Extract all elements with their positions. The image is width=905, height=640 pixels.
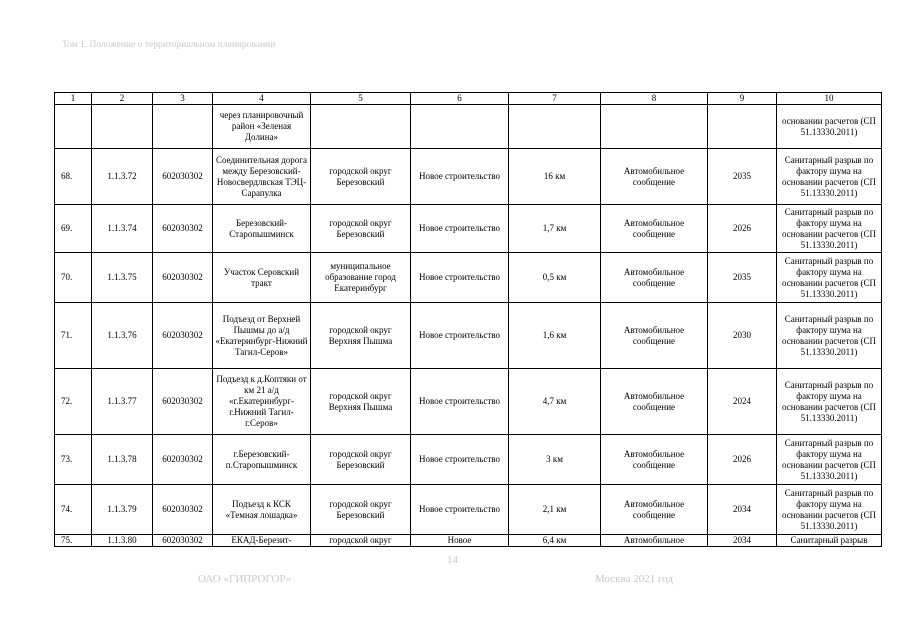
footer-organization: ОАО «ГИПРОГОР» [198, 573, 292, 585]
column-header: 4 [213, 93, 311, 105]
table-cell [153, 105, 213, 149]
table-cell: Автомобильное сообщение [601, 149, 708, 205]
table-cell: Санитарный разрыв по фактору шума на основании расчетов (СП 51.13330.2011) [777, 149, 882, 205]
table-cell: 602030302 [153, 149, 213, 205]
column-header: 6 [411, 93, 509, 105]
table-cell: 2024 [708, 369, 777, 435]
column-header: 10 [777, 93, 882, 105]
table-cell: 602030302 [153, 535, 213, 547]
table-cell: 1.1.3.80 [92, 535, 153, 547]
table-cell: городской округ Березовский [311, 149, 411, 205]
table-cell: Автомобильное сообщение [601, 253, 708, 303]
column-header: 7 [509, 93, 601, 105]
table-cell: Автомобильное сообщение [601, 205, 708, 253]
table-cell: 2,1 км [509, 485, 601, 535]
table-cell: 2035 [708, 253, 777, 303]
table-cell: 602030302 [153, 253, 213, 303]
document-header: Том 1. Положение о территориальном планировании [62, 40, 276, 50]
table-cell: Автомобильное [601, 535, 708, 547]
table-cell: Новое строительство [411, 205, 509, 253]
table-cell: городской округ Березовский [311, 485, 411, 535]
table-cell: 0,5 км [509, 253, 601, 303]
table-cell: Санитарный разрыв по фактору шума на основании расчетов (СП 51.13330.2011) [777, 303, 882, 369]
table-cell [411, 105, 509, 149]
table-cell: Санитарный разрыв по фактору шума на основании расчетов (СП 51.13330.2011) [777, 485, 882, 535]
table-cell: г.Березовский-п.Старопышминск [213, 435, 311, 485]
table-cell: 70. [55, 253, 92, 303]
table-cell: 2034 [708, 485, 777, 535]
table-header-row [55, 93, 882, 105]
table-cell [509, 105, 601, 149]
table-cell: городской округ Березовский [311, 205, 411, 253]
table-row [55, 105, 882, 149]
table-cell [92, 105, 153, 149]
table-cell: 75. [55, 535, 92, 547]
table-cell: 1,6 км [509, 303, 601, 369]
table-cell: Березовский-Старопышминск [213, 205, 311, 253]
table-cell: Санитарный разрыв по фактору шума на основании расчетов (СП 51.13330.2011) [777, 435, 882, 485]
table-cell: городской округ Березовский [311, 435, 411, 485]
column-header: 1 [55, 93, 92, 105]
column-header: 9 [708, 93, 777, 105]
table-cell: Новое [411, 535, 509, 547]
table-cell: 74. [55, 485, 92, 535]
table-cell: муниципальное образование город Екатеринбург [311, 253, 411, 303]
table-cell: 16 км [509, 149, 601, 205]
table-cell: 2030 [708, 303, 777, 369]
data-table [54, 92, 882, 547]
table-cell: 1.1.3.77 [92, 369, 153, 435]
table-cell: Новое строительство [411, 485, 509, 535]
table-cell: 73. [55, 435, 92, 485]
column-header: 3 [153, 93, 213, 105]
table-cell: Новое строительство [411, 253, 509, 303]
table-row [55, 535, 882, 547]
column-header: 8 [601, 93, 708, 105]
table-cell: 1.1.3.74 [92, 205, 153, 253]
table-cell: Подъезд к д.Коптяки от км 21 а/д «г.Екатеринбург-г.Нижний Тагил-г.Серов» [213, 369, 311, 435]
table-cell: 602030302 [153, 205, 213, 253]
table-cell: Автомобильное сообщение [601, 435, 708, 485]
table-cell: Участок Серовский тракт [213, 253, 311, 303]
column-header: 5 [311, 93, 411, 105]
table-cell: Подъезд от Верхней Пышмы до а/д «Екатеринбург-Нижний Тагил-Серов» [213, 303, 311, 369]
table-cell: основании расчетов (СП 51.13330.2011) [777, 105, 882, 149]
table-cell: 602030302 [153, 303, 213, 369]
table-cell: 1.1.3.78 [92, 435, 153, 485]
table-cell: Подъезд к КСК «Темная лошадка» [213, 485, 311, 535]
table-cell: 2026 [708, 205, 777, 253]
table-cell: Санитарный разрыв по фактору шума на основании расчетов (СП 51.13330.2011) [777, 369, 882, 435]
table-cell: Соединительная дорога между Березовский-Новосвердлвская ТЭЦ-Сарапулка [213, 149, 311, 205]
table-row [55, 253, 882, 303]
table-row [55, 149, 882, 205]
table-cell: через планировочный район «Зеленая Долина» [213, 105, 311, 149]
table-cell: 2035 [708, 149, 777, 205]
table-row [55, 369, 882, 435]
table-cell: Санитарный разрыв по фактору шума на основании расчетов (СП 51.13330.2011) [777, 253, 882, 303]
table-row [55, 435, 882, 485]
table-cell: 602030302 [153, 435, 213, 485]
table-cell: 72. [55, 369, 92, 435]
table-cell: Новое строительство [411, 303, 509, 369]
table-cell: 6,4 км [509, 535, 601, 547]
table-cell: 4,7 км [509, 369, 601, 435]
table-cell: Автомобильное сообщение [601, 369, 708, 435]
table-cell: 1.1.3.76 [92, 303, 153, 369]
table-cell: Автомобильное сообщение [601, 303, 708, 369]
table-row [55, 205, 882, 253]
table-cell: 71. [55, 303, 92, 369]
table-cell: Санитарный разрыв по фактору шума на основании расчетов (СП 51.13330.2011) [777, 205, 882, 253]
table-cell: 1.1.3.72 [92, 149, 153, 205]
table-cell [55, 105, 92, 149]
table-cell: 1,7 км [509, 205, 601, 253]
page-number: 14 [447, 554, 458, 566]
table-cell [311, 105, 411, 149]
column-header: 2 [92, 93, 153, 105]
table-cell: 2026 [708, 435, 777, 485]
table-cell [708, 105, 777, 149]
table-cell: Новое строительство [411, 149, 509, 205]
table-cell: Новое строительство [411, 435, 509, 485]
table-cell [601, 105, 708, 149]
table-cell: 69. [55, 205, 92, 253]
table-cell: 602030302 [153, 485, 213, 535]
table-cell: ЕКАД-Березит- [213, 535, 311, 547]
table-cell: 2034 [708, 535, 777, 547]
table-cell: городской округ [311, 535, 411, 547]
table-cell: городской округ Верхняя Пышма [311, 369, 411, 435]
table-cell: 68. [55, 149, 92, 205]
table-row [55, 485, 882, 535]
table-row [55, 303, 882, 369]
table-cell: 3 км [509, 435, 601, 485]
table-cell: Санитарный разрыв [777, 535, 882, 547]
table-cell: Автомобильное сообщение [601, 485, 708, 535]
table-cell: городской округ Верхняя Пышма [311, 303, 411, 369]
footer-city-year: Москва 2021 год [595, 573, 673, 585]
table-cell: 1.1.3.75 [92, 253, 153, 303]
table-cell: 602030302 [153, 369, 213, 435]
table-cell: 1.1.3.79 [92, 485, 153, 535]
table-cell: Новое строительство [411, 369, 509, 435]
